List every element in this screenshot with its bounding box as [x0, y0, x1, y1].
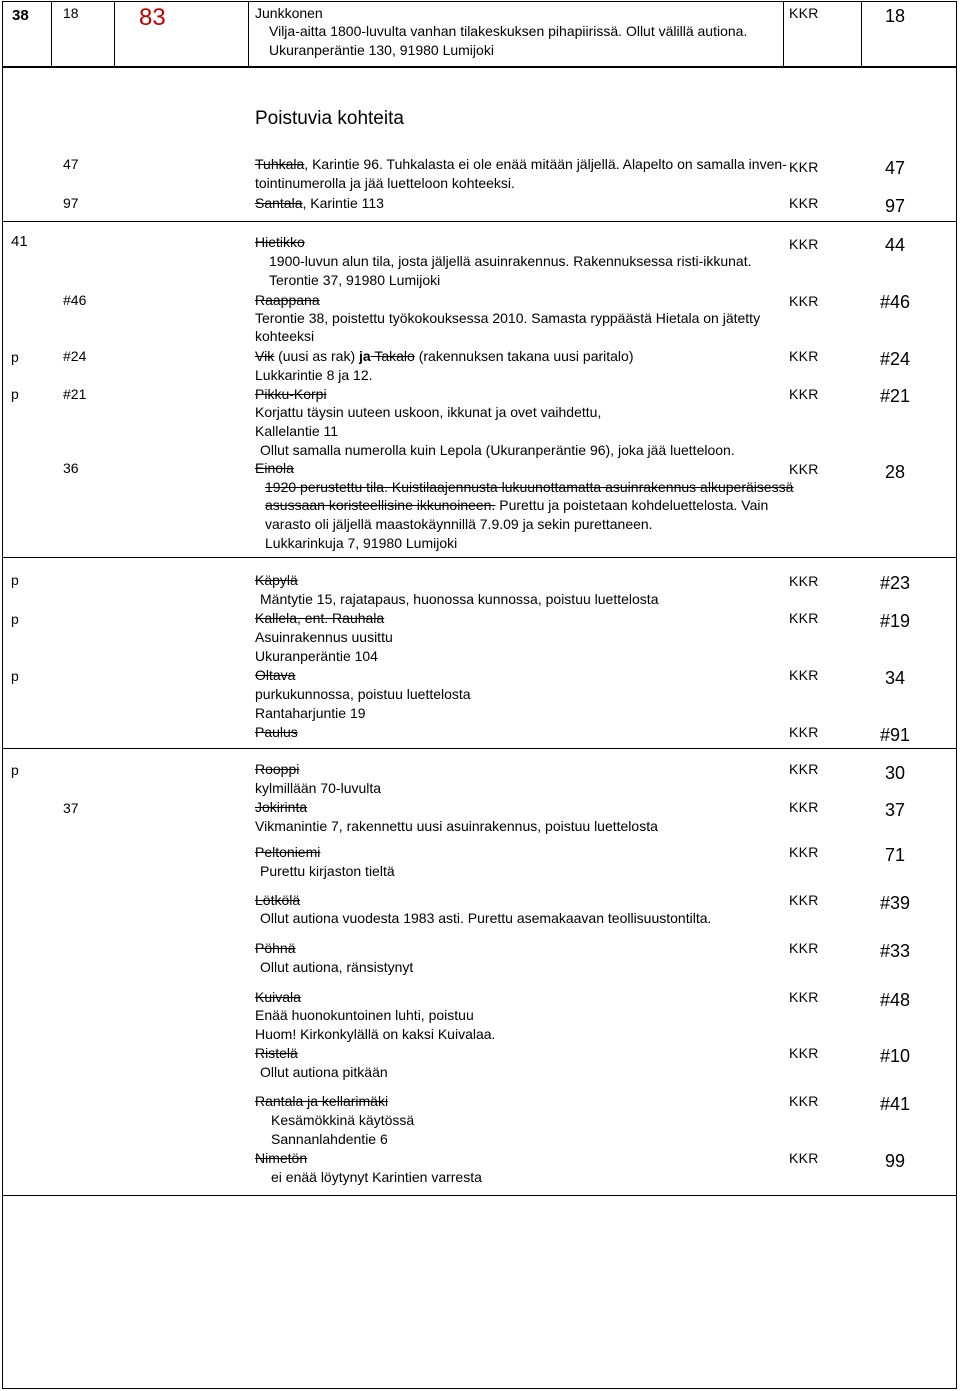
item-name: Paulus — [255, 724, 298, 740]
divider — [248, 2, 249, 66]
top-name: Junkkonen — [255, 5, 323, 21]
top-col1: 38 — [12, 7, 29, 24]
divider — [783, 2, 784, 66]
item-name: Peltoniemi — [255, 844, 321, 860]
divider — [114, 2, 115, 66]
top-line1: Vilja-aitta 1800-luvulta vanhan tilakeskuksen pihapiirissä. Ollut välillä autiona. — [269, 23, 748, 39]
item-name: Käpylä — [255, 572, 298, 588]
item-name: Nimetön — [255, 1150, 308, 1166]
item-name: Jokirinta — [255, 799, 308, 815]
document-page — [2, 1, 957, 1389]
section-title: Poistuvia kohteita — [255, 108, 404, 129]
divider — [3, 221, 956, 222]
top-line2: Ukuranperäntie 130, 91980 Lumijoki — [269, 42, 494, 58]
item-name: Santala — [255, 195, 303, 211]
divider — [3, 748, 956, 749]
item-name: Vik — [255, 348, 275, 364]
divider — [3, 557, 956, 558]
item-name: Lötkölä — [255, 892, 301, 908]
item-name: Rooppi — [255, 761, 300, 777]
top-entry-row — [2, 1, 957, 67]
top-kkr: KKR — [789, 5, 819, 21]
item-name: Pikku-Korpi — [255, 386, 327, 402]
divider — [861, 2, 862, 66]
item-name: Rantala ja kellarimäki — [255, 1093, 389, 1109]
divider — [51, 2, 52, 66]
item-name: Pöhnä — [255, 940, 296, 956]
item-name: Ristelä — [255, 1045, 298, 1061]
item-name: Raappana — [255, 292, 320, 308]
item-name: Einola — [255, 460, 294, 476]
top-col3: 83 — [139, 4, 166, 31]
divider — [3, 1195, 956, 1196]
item-name: Hietikko — [255, 234, 305, 250]
main-box: Poistuvia kohteita 47 Tuhkala, Karintie 96. Tuhkalasta ei ole enää mitään jäljellä. Alapelto on samalla inven- tointinumerolla ja jää luetteloon kohteeksi. KKR 47 97 Santala, Karintie 113 KKR 97 41 Hietikko 1900-luvun alun tila, josta jäljellä asuinrakennus. Rakennuksessa risti-ikkunat. Terontie 37, 91980 Lumijoki KKR 44 #46 Raappana Terontie 38, poistettu työkokouksessa 2010. Samasta ryppäästä Hietala on jätetty kohteeksi KKR #46 p #24 Vik (uusi as rak) ja Takalo (rakennuksen takana uusi paritalo) Lukkarintie 8 ja 12. KKR #24 p #21 Pikku-Korpi Korjattu täysin uuteen uskoon, ikkunat ja ovet vaihdettu, Kallelantie 11 Ollut samalla numerolla kuin Lepola (Ukuranperäntie 96), joka jää luetteloon. KKR #21 36 Einola 1920 perustettu tila. Kuistilaajennusta lukuunottamatta asuinrakennus alkuperäisessä asussaan koristeellisine ikkunoineen. Purettu ja poistetaan kohdeluettelosta. Vain varasto oli jäljellä maastokäynnillä 7.9.09 ja sekin purettaneen. Lukkarinkuja 7, 91980 Lumijoki KKR 28 p Käpylä Mäntytie 15, rajatapaus, huonossa kunnossa, poistuu luettelosta KKR #23 p Kallela, ent. Rauhala Asuinrakennus uusittu Ukuranperäntie 104 KKR #19 p Oltava purkukunnossa, poistuu luettelosta Rantaharjuntie 19 KKR 34 Paulus KKR #91 p Rooppi kylmillään 70-luvulta KKR 30 37 Jokirinta Vikmanintie 7, rakennettu uusi asuinrakennus, poistuu luettelosta KKR 37 Peltoniemi Purettu kirjaston tieltä KKR 71 Lötkölä Ollut autiona vuodesta 1983 asti. Purettu asemakaavan teollisuustontilta. KKR #39 Pöhnä Ollut autiona, ränsistynyt KKR #33 Kuivala Enää huonokuntoinen luhti, poistuu Huom! Kirkonkylällä on kaksi Kuivalaa. KKR #48 Ristelä Ollut autiona pitkään KKR #10 Rantala ja kellarimäki Kesämökkinä käytössä Sannanlahdentie 6 KKR #41 Nimetön ei enää löytynyt Karintien varresta KKR 99 — [2, 67, 957, 1389]
top-num: 18 — [884, 6, 906, 26]
top-col2: 18 — [63, 5, 79, 21]
item-name: Oltava — [255, 667, 296, 683]
item-name: Kallela, ent. Rauhala — [255, 610, 385, 626]
item-name: Tuhkala — [255, 156, 305, 172]
item-name: Kuivala — [255, 989, 301, 1005]
